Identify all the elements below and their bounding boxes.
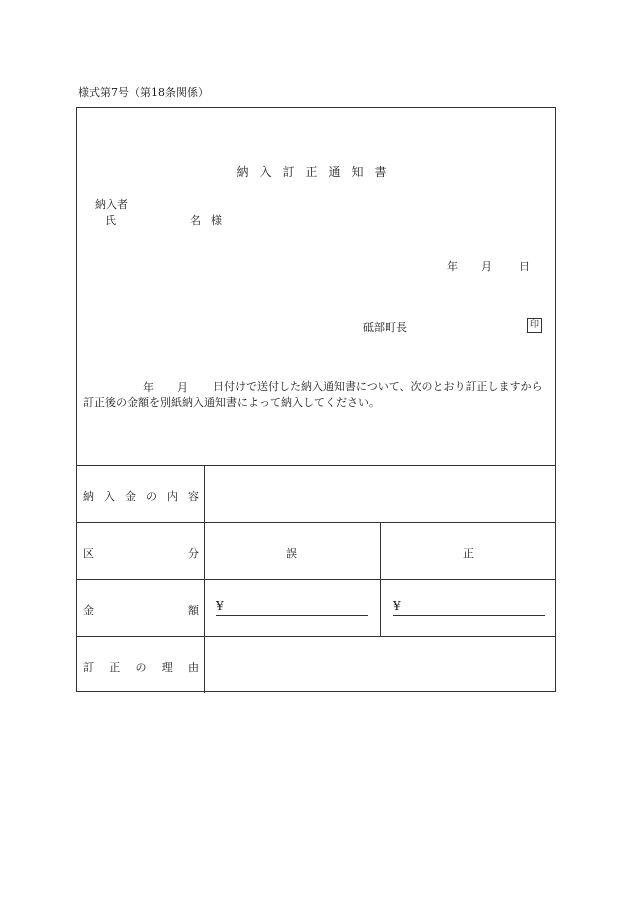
table-column-divider bbox=[380, 522, 381, 636]
form-number: 様式第7号（第18条関係） bbox=[78, 86, 209, 99]
document-title: 納入訂正通知書 bbox=[236, 165, 398, 179]
column-header-wrong: 誤 bbox=[286, 547, 297, 560]
table-rule-3 bbox=[77, 579, 555, 580]
seal-mark: 印 bbox=[527, 318, 542, 333]
payer-name-char-1: 氏 bbox=[105, 214, 116, 227]
row-label-char: 理 bbox=[161, 661, 173, 674]
date-day-label: 日 bbox=[519, 260, 530, 273]
yen-sign: ¥ bbox=[393, 599, 401, 613]
date-year-label: 年 bbox=[447, 260, 458, 273]
row-label-char: 正 bbox=[109, 661, 121, 674]
issuer-name: 砥部町長 bbox=[363, 321, 407, 334]
row-label-char: 分 bbox=[188, 547, 199, 560]
row-label-char: 納 bbox=[83, 490, 94, 503]
row-label-category bbox=[83, 545, 199, 561]
amount-wrong-field[interactable] bbox=[216, 599, 368, 616]
date-month-label: 月 bbox=[481, 260, 492, 273]
body-year-label: 年 bbox=[143, 381, 154, 394]
row-label-char: 容 bbox=[188, 490, 199, 503]
row-label-correction-reason bbox=[83, 659, 199, 675]
row-label-char: 額 bbox=[188, 604, 199, 617]
row-label-char: の bbox=[135, 661, 147, 674]
row-label-char: 金 bbox=[125, 490, 136, 503]
yen-sign: ¥ bbox=[216, 599, 224, 613]
row-label-char: 由 bbox=[188, 661, 199, 674]
table-rule-4 bbox=[77, 636, 555, 637]
payer-name-char-2: 名 bbox=[190, 214, 201, 227]
row-label-payment-content bbox=[83, 488, 199, 504]
body-month-label: 月 bbox=[177, 381, 188, 394]
table-label-divider bbox=[204, 465, 205, 693]
payer-label: 納入者 bbox=[95, 198, 128, 211]
row-label-amount bbox=[83, 602, 199, 618]
notice-form bbox=[76, 107, 556, 692]
column-header-correct: 正 bbox=[463, 547, 474, 560]
table-rule-2 bbox=[77, 522, 555, 523]
payer-honorific: 様 bbox=[211, 214, 222, 227]
row-label-char: 訂 bbox=[83, 661, 94, 674]
amount-correct-field[interactable] bbox=[393, 599, 545, 616]
row-label-char: 入 bbox=[104, 490, 115, 503]
row-label-char: 区 bbox=[83, 547, 94, 560]
row-label-char: 内 bbox=[167, 490, 178, 503]
row-label-char: の bbox=[146, 490, 157, 503]
row-label-char: 金 bbox=[83, 604, 94, 617]
table-top-rule bbox=[77, 465, 555, 466]
body-text: 日付けで送付した納入通知書について、次のとおり訂正しますから訂正後の金額を別紙納入通知書によって納入してください。 bbox=[83, 380, 543, 409]
